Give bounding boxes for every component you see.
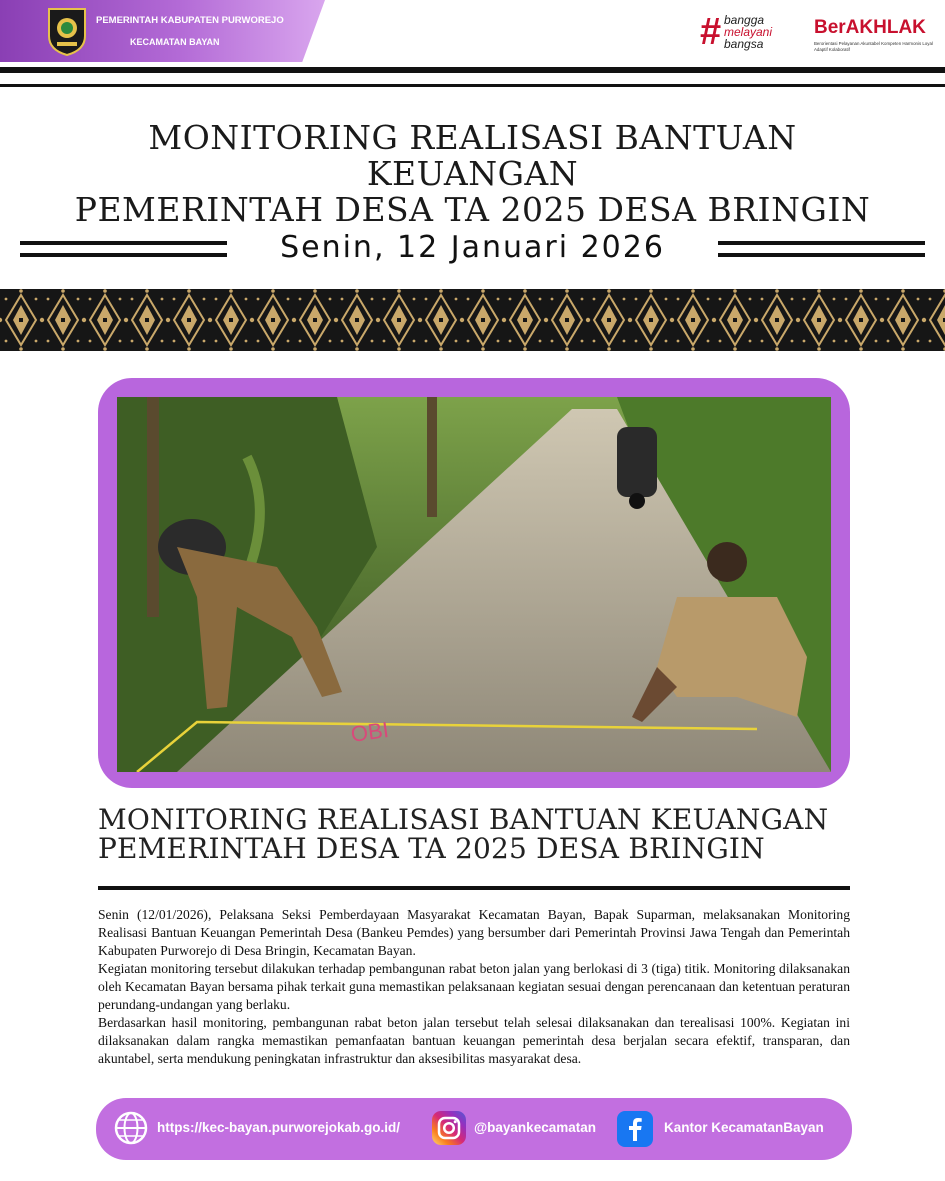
article-title (98, 805, 858, 863)
header-divider-thin (0, 84, 945, 87)
article-paragraph: Senin (12/01/2026), Pelaksana Seksi Pemberdayaan Masyarakat Kecamatan Bayan, Bapak Suparman, melaksanakan Monitoring Realisasi Bantuan Keuangan Pemerintah Desa (Bankeu Pemdes) yang bersumber dari Pemerintah Provinsi Jawa Tengah dan Pemerintah Kabupaten Purworejo di Desa Bringin, Kecamatan Bayan. (98, 907, 850, 958)
article-paragraph: Berdasarkan hasil monitoring, pembangunan rabat beton jalan tersebut telah selesai dilaksanakan dan terealisasi 100%. Kegiatan ini dilaksanakan dalam rangka memastikan pemanfaatan bantuan keuangan pemerintah desa berjalan secara efektif, transparan, dan akuntabel, serta mendukung peningkatan infrastruktur dan aksesibilitas masyarakat desa. (98, 1015, 850, 1066)
instagram-handle[interactable]: @bayankecamatan (474, 1120, 596, 1135)
government-name: PEMERINTAH KABUPATEN PURWOREJO (96, 15, 284, 26)
facebook-page[interactable]: Kantor KecamatanBayan (664, 1120, 824, 1135)
event-date: Senin, 12 Januari 2026 (280, 230, 665, 265)
article-body (98, 906, 850, 1068)
subdistrict-name: KECAMATAN BAYAN (130, 37, 220, 47)
header-divider-thick (0, 67, 945, 73)
article-paragraph: Kegiatan monitoring tersebut dilakukan terhadap pembangunan rabat beton jalan yang berlokasi di 3 (tiga) titik. Monitoring dilaksanakan oleh Kecamatan Bayan bersama pihak terkait guna memastikan pelaksanaan kegiatan sesuai dengan perencanaan dan ketentuan peraturan perundang-undangan yang berlaku. (98, 961, 850, 1012)
kabupaten-emblem-icon (46, 6, 88, 56)
article-title-line-1: MONITORING REALISASI BANTUAN KEUANGAN (98, 803, 829, 836)
date-rule-left-bottom (20, 253, 227, 257)
facebook-icon (617, 1111, 653, 1147)
hashtag-icon: # (700, 11, 722, 53)
berakhlak-title: BerAKHLAK (814, 17, 926, 38)
bangga-melayani-bangsa-logo (700, 12, 795, 52)
date-rule-left-top (20, 241, 227, 245)
bmb-line-3: bangsa (724, 37, 764, 51)
globe-icon (113, 1110, 149, 1146)
berakhlak-tagline: Berorientasi Pelayanan Akuntabel Kompeten Harmonis Loyal Adaptif Kolaboratif (814, 41, 933, 52)
date-rule-right-bottom (718, 253, 925, 257)
page-title-line-1: MONITORING REALISASI BANTUAN KEUANGAN (148, 118, 797, 193)
bmb-line-2: melayani (724, 25, 773, 39)
article-title-divider (98, 886, 850, 890)
batik-ornament-band (0, 289, 945, 351)
article-title-line-2: PEMERINTAH DESA TA 2025 DESA BRINGIN (98, 832, 765, 865)
instagram-icon (432, 1111, 466, 1145)
date-rule-right-top (718, 241, 925, 245)
website-link[interactable]: https://kec-bayan.purworejokab.go.id/ (157, 1120, 401, 1135)
page-title-line-2: PEMERINTAH DESA TA 2025 DESA BRINGIN (74, 190, 871, 229)
page-title (40, 120, 905, 228)
monitoring-photo (117, 397, 831, 772)
bmb-line-1: bangga (724, 13, 765, 27)
berakhlak-logo (814, 18, 939, 53)
road-marking-text: OBI (349, 716, 391, 747)
